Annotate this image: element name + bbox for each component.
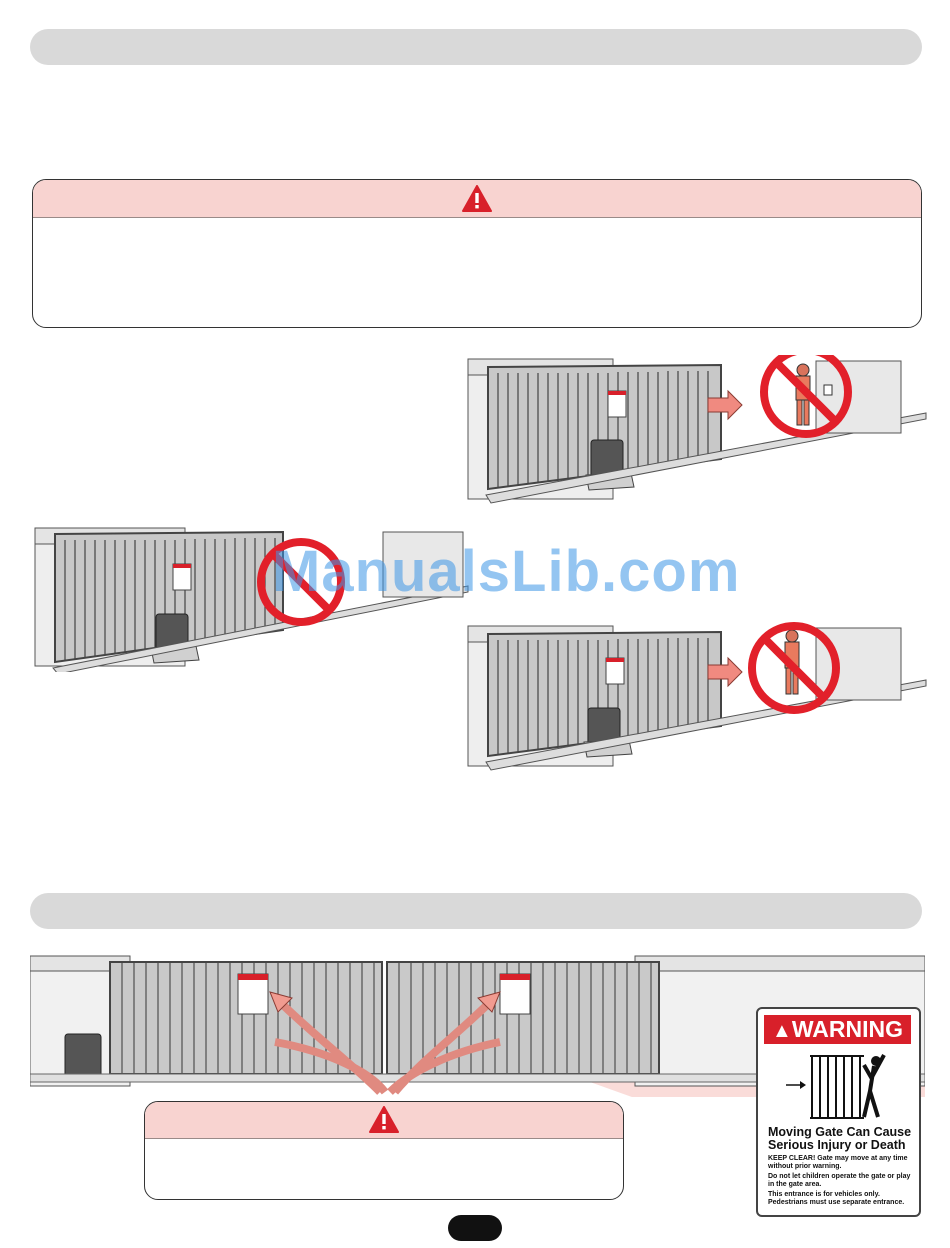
warning-sign-line: in the gate area. — [768, 1181, 822, 1188]
warning-box-header — [33, 180, 921, 218]
warning-sign — [756, 1007, 921, 1217]
warning-box-top — [32, 179, 922, 328]
warning-box-bottom — [144, 1101, 624, 1200]
warning-triangle-icon — [462, 185, 492, 212]
warning-sign-header-text: WARNING — [791, 1016, 903, 1042]
warning-sign-line: Pedestrians must use separate entrance. — [768, 1199, 905, 1206]
section-header-bar-top — [30, 29, 922, 65]
warning-sign-line: This entrance is for vehicles only. — [768, 1191, 880, 1198]
warning-triangle-icon — [369, 1106, 399, 1133]
warning-box-header — [145, 1102, 623, 1139]
warning-sign-title-line2: Serious Injury or Death — [768, 1138, 906, 1152]
warning-sign-title — [768, 1126, 913, 1152]
gate-illustration-person-at-control — [466, 355, 931, 505]
gate-illustration-person-walking — [466, 622, 931, 772]
warning-triangle-icon: ▲ — [772, 1020, 792, 1042]
warning-sign-line: without prior warning. — [768, 1163, 842, 1170]
warning-sign-line: Do not let children operate the gate or play — [768, 1173, 911, 1180]
section-header-bar-bottom — [30, 893, 922, 929]
warning-sign-line: KEEP CLEAR! Gate may move at any time — [768, 1155, 908, 1162]
warning-sign-header — [764, 1015, 911, 1044]
page-number-pill — [448, 1215, 502, 1241]
warning-sign-title-line1: Moving Gate Can Cause — [768, 1125, 912, 1139]
watermark: ManualsLib.com — [272, 539, 741, 604]
gate-pinch-pictogram — [784, 1051, 894, 1123]
